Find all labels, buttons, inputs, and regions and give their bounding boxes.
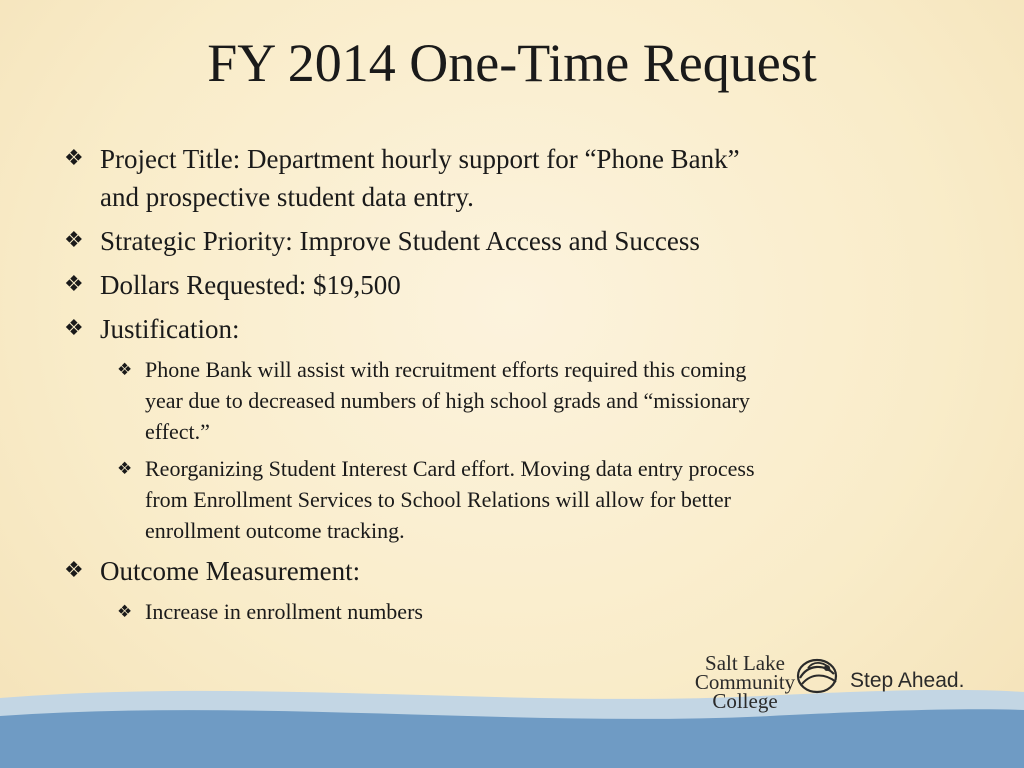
bullet-outcome-measurement [62, 552, 962, 590]
sub-bullet-text: enrollment outcome tracking. [145, 518, 405, 543]
diamond-quad-icon: ❖ [117, 459, 133, 479]
sub-bullet-reorganizing [62, 453, 962, 546]
wave-dark [0, 709, 1024, 768]
diamond-quad-icon: ❖ [64, 272, 84, 297]
sub-bullet-enrollment [62, 596, 962, 627]
bullet-text: and prospective student data entry. [100, 182, 474, 212]
sub-bullet-text: effect.” [145, 419, 210, 444]
diamond-quad-icon: ❖ [64, 316, 84, 341]
logo-wordmark [690, 651, 800, 713]
diamond-quad-icon: ❖ [64, 228, 84, 253]
slide-content [62, 140, 962, 633]
diamond-quad-icon: ❖ [64, 558, 84, 583]
sub-bullet-text: from Enrollment Services to School Relations will allow for better [145, 487, 731, 512]
swirl-logo-icon [794, 654, 840, 698]
sub-bullet-text: year due to decreased numbers of high school grads and “missionary [145, 388, 750, 413]
diamond-quad-icon: ❖ [117, 360, 133, 380]
logo-line: Community [694, 670, 796, 694]
sub-bullet-phone-bank [62, 354, 962, 447]
bullet-text: Outcome Measurement: [100, 556, 361, 586]
sub-bullet-text: Increase in enrollment numbers [145, 599, 423, 624]
bullet-text: Dollars Requested: $19,500 [100, 270, 401, 300]
bullet-text: Justification: [100, 314, 240, 344]
sub-bullet-text: Reorganizing Student Interest Card effort. Moving data entry process [145, 456, 755, 481]
logo-line: Salt Lake [705, 651, 785, 675]
sub-bullet-text: Phone Bank will assist with recruitment efforts required this coming [145, 357, 747, 382]
bullet-text: Strategic Priority: Improve Student Access and Success [100, 226, 700, 256]
bullet-strategic-priority [62, 222, 962, 260]
bullet-dollars-requested [62, 266, 962, 304]
college-logo [690, 652, 990, 712]
logo-tagline: Step Ahead. [850, 669, 965, 692]
bullet-project-title [62, 140, 962, 216]
diamond-quad-icon: ❖ [64, 146, 84, 171]
diamond-quad-icon: ❖ [117, 602, 133, 622]
slide-title: FY 2014 One-Time Request [207, 33, 817, 93]
bullet-justification [62, 310, 962, 348]
bullet-text: Project Title: Department hourly support for “Phone Bank” [100, 144, 740, 174]
logo-line: College [712, 689, 778, 713]
